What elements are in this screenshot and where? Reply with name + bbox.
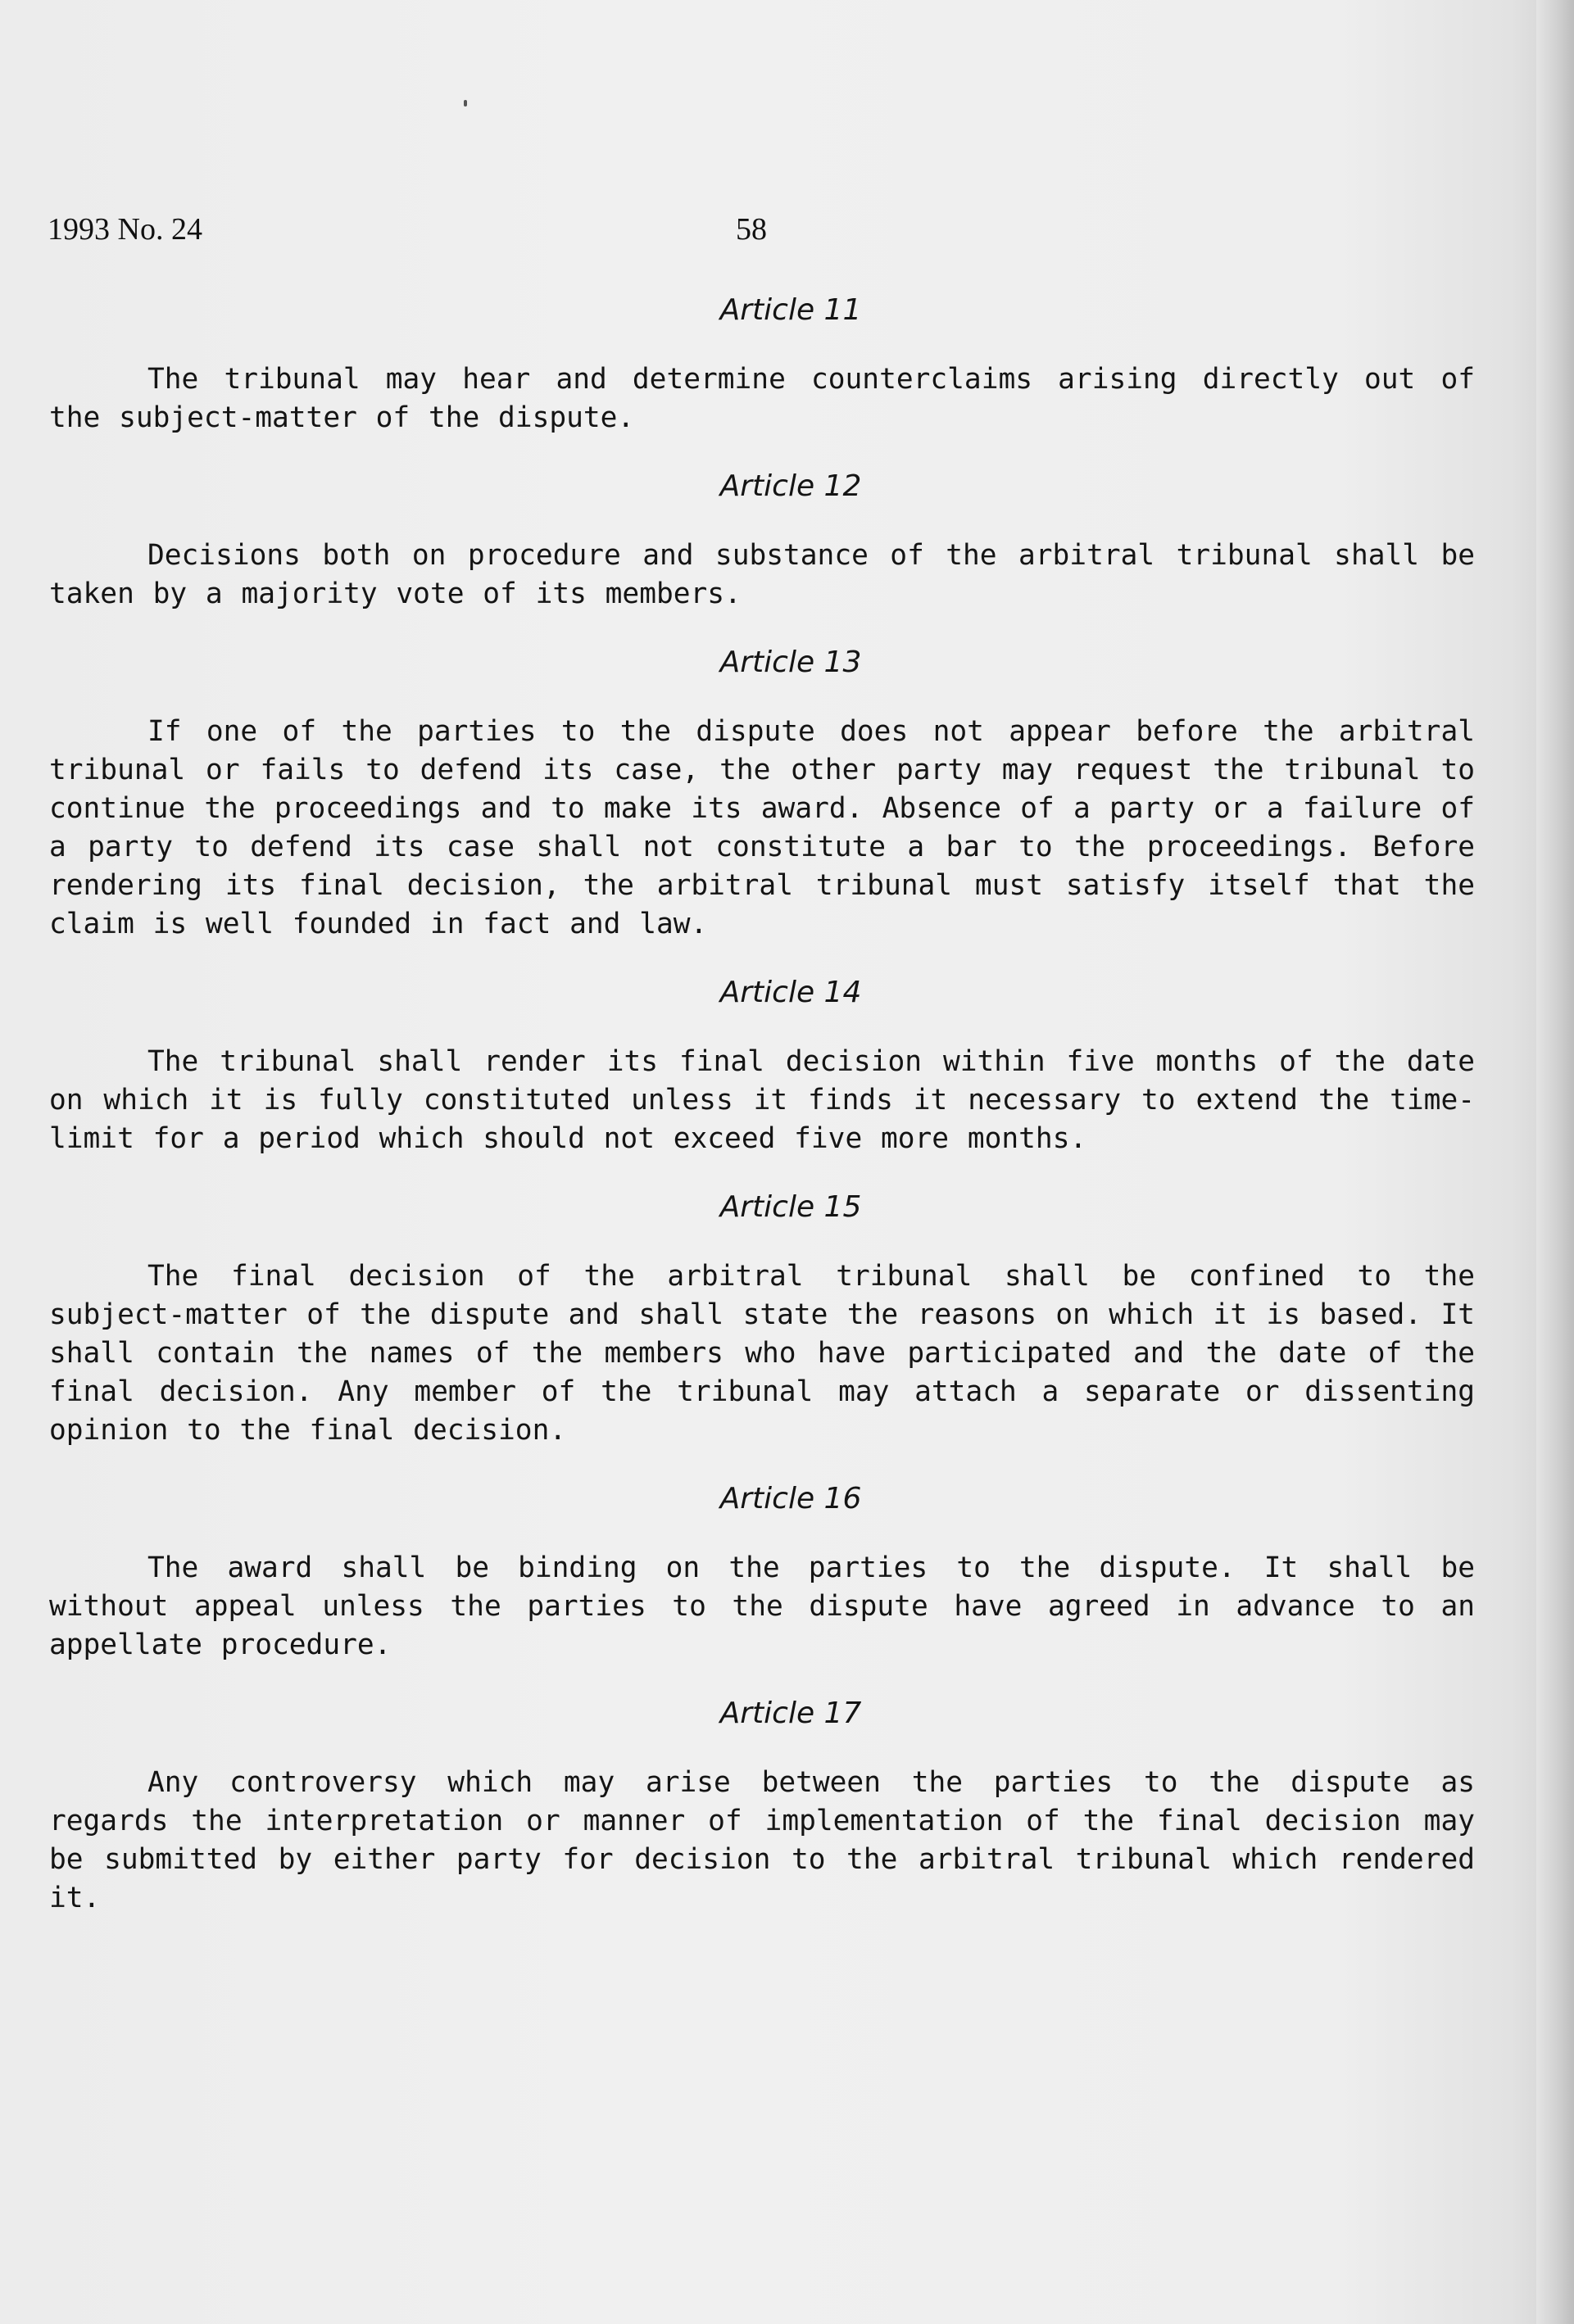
article-14 — [49, 973, 1475, 1158]
article-heading: Article 12 — [719, 469, 862, 503]
article-heading: Article 13 — [719, 646, 862, 679]
page-number: 58 — [736, 212, 767, 247]
article-12 — [49, 467, 1475, 614]
document-reference: 1993 No. 24 — [48, 212, 202, 247]
article-text: The tribunal shall render its final decision within five months of the date on which it is fully constituted unless it finds it necessary to extend the time-limit for a period which should not exceed five more months. — [49, 1045, 1475, 1155]
article-heading: Article 11 — [719, 293, 862, 327]
article-text: Decisions both on procedure and substance of the arbitral tribunal shall be taken by a majority vote of its members. — [49, 539, 1475, 610]
running-header — [48, 211, 1473, 252]
article-heading: Article 15 — [719, 1190, 862, 1224]
article-text: Any controversy which may arise between the parties to the dispute as regards the interpretation or manner of implementation of the final decision may be submitted by either party for decision to the arbitral tribunal which rendered it. — [49, 1766, 1475, 1914]
articles-body — [49, 291, 1475, 1947]
page-spine-shadow — [1536, 0, 1574, 2324]
article-11 — [49, 291, 1475, 437]
article-text: The final decision of the arbitral tribunal shall be confined to the subject-matter of the dispute and shall state the reasons on which it is based. It shall contain the names of the members who have participated and the date of the final decision. Any member of the tribunal may attach a separate or dissenting opinion to the final decision. — [49, 1260, 1475, 1447]
article-15 — [49, 1188, 1475, 1450]
article-text: If one of the parties to the dispute does not appear before the arbitral tribunal or fails to defend its case, the other party may request the tribunal to continue the proceedings and to make its award. Absence of a party or a failure of a party to defend its case shall not constitute a bar to the proceedings. Before rendering its final decision, the arbitral tribunal must satisfy itself that the claim is well founded in fact and law. — [49, 715, 1475, 940]
article-heading: Article 14 — [719, 976, 862, 1009]
article-17 — [49, 1694, 1475, 1918]
article-heading: Article 16 — [719, 1482, 862, 1515]
article-16 — [49, 1479, 1475, 1665]
article-heading: Article 17 — [719, 1697, 862, 1730]
article-text: The tribunal may hear and determine counterclaims arising directly out of the subject-matter of the dispute. — [49, 363, 1475, 434]
article-13 — [49, 643, 1475, 944]
paper-speck — [464, 100, 467, 106]
article-text: The award shall be binding on the parties to the dispute. It shall be without appeal unless the parties to the dispute have agreed in advance to an appellate procedure. — [49, 1552, 1475, 1661]
